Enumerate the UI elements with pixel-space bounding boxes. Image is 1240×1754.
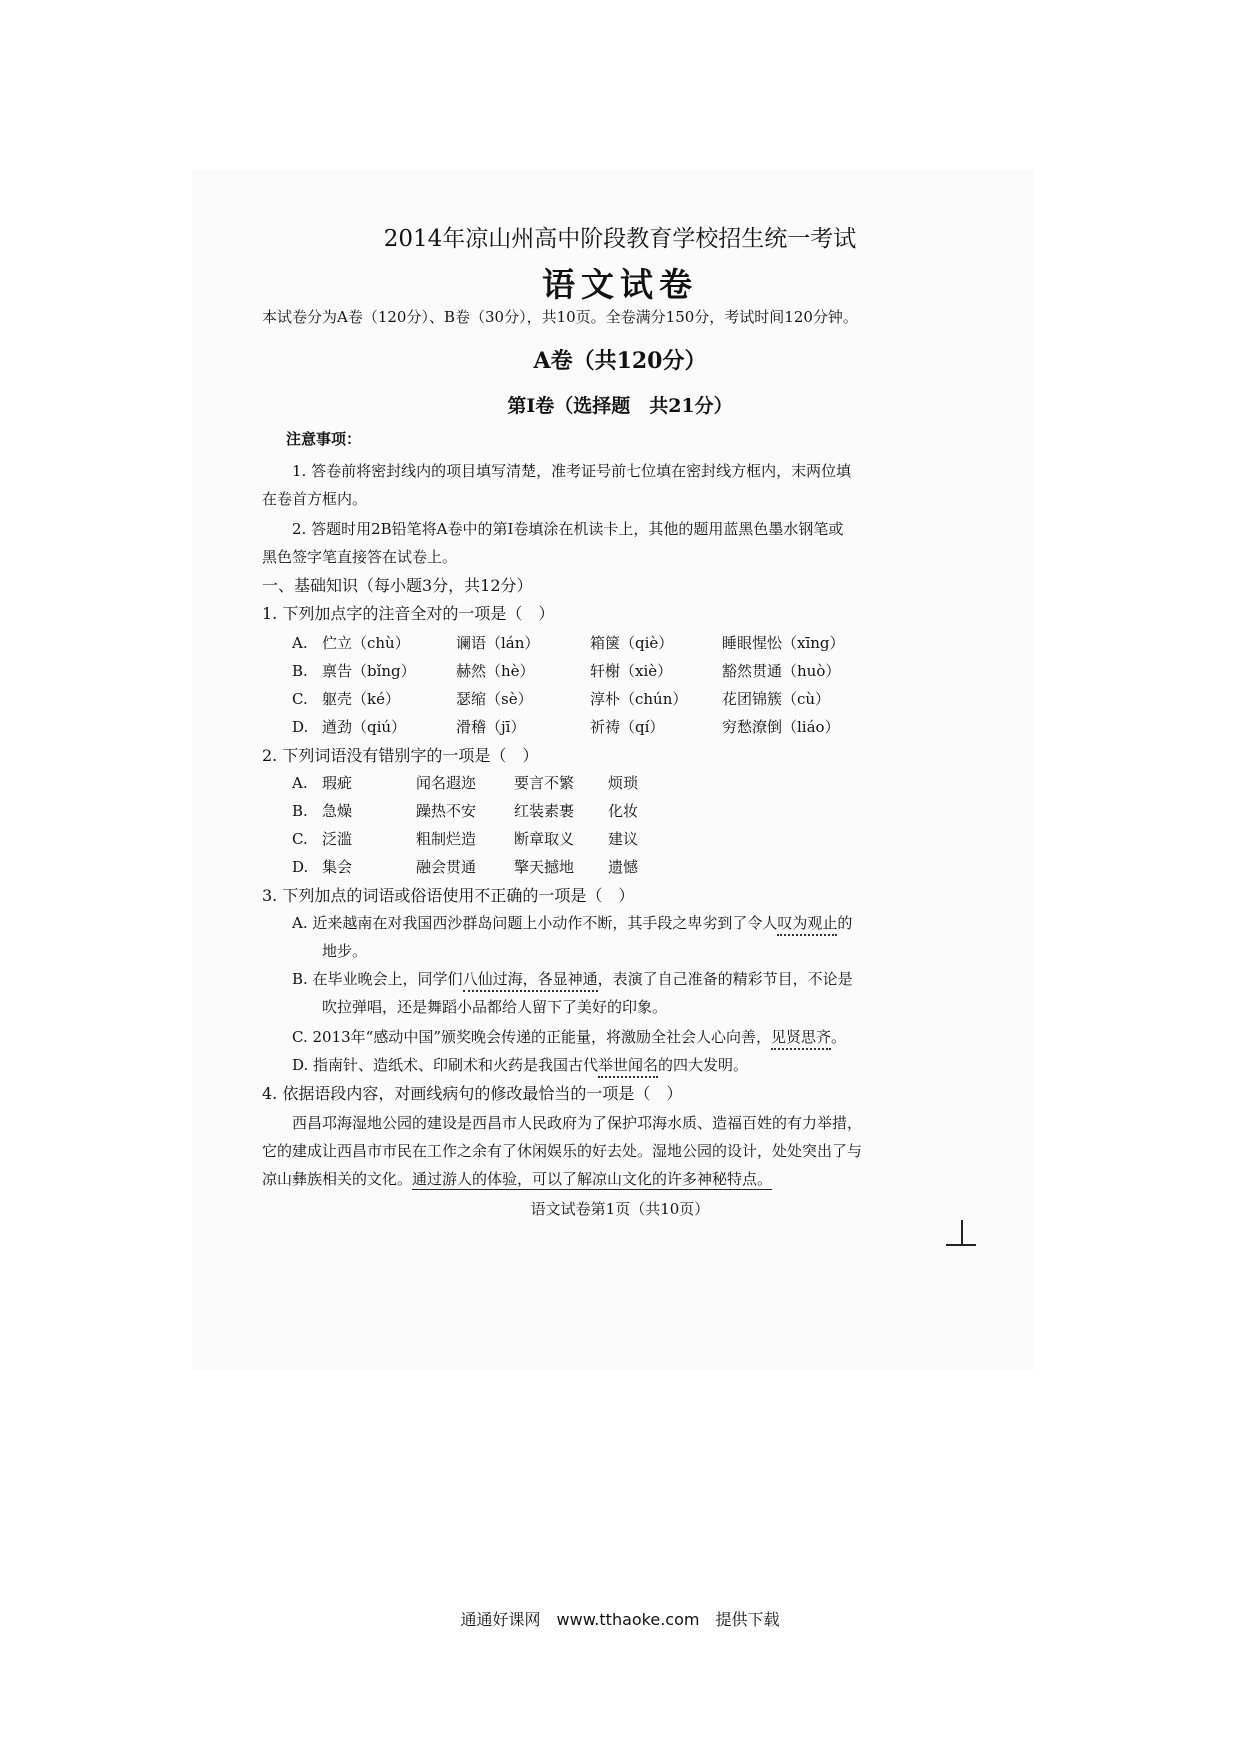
option-label: A. xyxy=(292,774,308,792)
question-3-option-b xyxy=(292,972,853,987)
question-2-stem: 2. 下列词语没有错别字的一项是（ ） xyxy=(262,746,539,765)
question-3-option-a-line-2: 地步。 xyxy=(322,942,368,960)
option-item: 躁热不安 xyxy=(416,802,477,820)
option-item: 轩榭（xiè） xyxy=(590,662,673,680)
option-item: 豁然贯通（huò） xyxy=(722,662,841,680)
crop-mark-vertical xyxy=(961,1220,963,1246)
option-text: A. 近来越南在对我国西沙群岛问题上小动作不断，其手段之卑劣到了令人 xyxy=(292,914,778,932)
download-credit: 通通好课网 www.tthaoke.com 提供下载 xyxy=(460,1610,780,1629)
option-item: 祈祷（qí） xyxy=(590,718,665,736)
question-1-stem: 1. 下列加点字的注音全对的一项是（ ） xyxy=(262,604,555,623)
notice-item-1-line-1: 1. 答卷前将密封线内的项目填写清楚，准考证号前七位填在密封线方框内，末两位填 xyxy=(292,462,852,480)
option-item: 建议 xyxy=(608,830,639,848)
option-text: 的 xyxy=(837,914,853,932)
question-3-stem: 3. 下列加点的词语或俗语使用不正确的一项是（ ） xyxy=(262,886,635,905)
option-item: 睡眼惺忪（xīng） xyxy=(722,634,845,652)
passage-line-2: 它的建成让西昌市市民在工作之余有了休闲娱乐的好去处。湿地公园的设计，处处突出了与 xyxy=(262,1142,863,1160)
option-item: 泛滥 xyxy=(322,830,353,848)
option-item: 瑟缩（sè） xyxy=(456,690,533,708)
option-text: 的四大发明。 xyxy=(658,1056,749,1074)
passage-text: 凉山彝族相关的文化。 xyxy=(262,1170,413,1188)
dotted-phrase: 举世闻名 xyxy=(598,1056,658,1078)
dotted-phrase: 叹为观止 xyxy=(777,914,837,936)
option-item: 急燥 xyxy=(322,802,353,820)
option-item: 红装素裹 xyxy=(514,802,575,820)
notice-item-2-line-1: 2. 答题时用2B铅笔将A卷中的第Ⅰ卷填涂在机读卡上，其他的题用蓝黑色墨水钢笔或 xyxy=(292,520,844,538)
option-label: D. xyxy=(292,718,309,736)
option-item: 瑕疵 xyxy=(322,774,353,792)
option-item: 化妆 xyxy=(608,802,639,820)
option-item: 遗憾 xyxy=(608,858,639,876)
option-item: 擎天撼地 xyxy=(514,858,575,876)
option-text: ，表演了自己准备的精彩节目，不论是 xyxy=(597,970,853,988)
option-item: 要言不繁 xyxy=(514,774,575,792)
section-1-heading: 一、基础知识（每小题3分，共12分） xyxy=(262,576,533,595)
option-item: 花团锦簇（cù） xyxy=(722,690,831,708)
crop-mark-horizontal xyxy=(946,1244,976,1246)
question-3-option-a xyxy=(292,916,852,931)
question-3-option-b-line-2: 吹拉弹唱，还是舞蹈小品都给人留下了美好的印象。 xyxy=(322,998,668,1016)
option-label: C. xyxy=(292,690,308,708)
option-item: 粗制烂造 xyxy=(416,830,477,848)
option-text: C. 2013年“感动中国”颁奖晚会传递的正能量，将激励全社会人心向善， xyxy=(292,1028,771,1046)
option-item: 断章取义 xyxy=(514,830,575,848)
exam-subtitle: 语文试卷 xyxy=(542,265,698,304)
option-item: 滑稽（jī） xyxy=(456,718,526,736)
question-3-option-d xyxy=(292,1058,748,1073)
option-item: 箱箧（qiè） xyxy=(590,634,674,652)
notice-item-1-line-2: 在卷首方框内。 xyxy=(262,490,368,508)
notice-heading: 注意事项： xyxy=(286,430,362,448)
option-item: 谰语（lán） xyxy=(456,634,540,652)
option-text: B. 在毕业晚会上，同学们 xyxy=(292,970,463,988)
option-text: D. 指南针、造纸术、印刷术和火药是我国古代 xyxy=(292,1056,599,1074)
option-item: 烦琐 xyxy=(608,774,639,792)
passage-line-3 xyxy=(262,1172,772,1187)
crop-mark xyxy=(946,1220,976,1246)
option-label: D. xyxy=(292,858,309,876)
option-item: 赫然（hè） xyxy=(456,662,535,680)
option-label: B. xyxy=(292,662,308,680)
dotted-phrase: 见贤思齐 xyxy=(771,1028,831,1050)
option-item: 禀告（bǐng） xyxy=(322,662,416,680)
part-heading: 第Ⅰ卷（选择题 共21分） xyxy=(507,395,733,417)
option-item: 躯壳（ké） xyxy=(322,690,400,708)
exam-title: 2014年凉山州高中阶段教育学校招生统一考试 xyxy=(383,226,857,252)
option-item: 闻名遐迩 xyxy=(416,774,477,792)
passage-line-1: 西昌邛海湿地公园的建设是西昌市人民政府为了保护邛海水质、造福百姓的有力举措， xyxy=(292,1114,863,1132)
option-item: 淳朴（chún） xyxy=(590,690,688,708)
option-label: C. xyxy=(292,830,308,848)
exam-intro: 本试卷分为A卷（120分）、B卷（30分），共10页。全卷满分150分，考试时间120分钟。 xyxy=(262,308,858,326)
page-number: 语文试卷第1页（共10页） xyxy=(530,1200,710,1218)
question-4-stem: 4. 依据语段内容，对画线病句的修改最恰当的一项是（ ） xyxy=(262,1084,683,1103)
question-3-option-c xyxy=(292,1030,846,1045)
option-item: 融会贯通 xyxy=(416,858,477,876)
option-item: 伫立（chù） xyxy=(322,634,410,652)
option-item: 穷愁潦倒（liáo） xyxy=(722,718,840,736)
notice-item-2-line-2: 黑色签字笔直接答在试卷上。 xyxy=(262,548,458,566)
option-label: B. xyxy=(292,802,308,820)
option-item: 遒劲（qiú） xyxy=(322,718,407,736)
option-text: 。 xyxy=(831,1028,847,1046)
option-item: 集会 xyxy=(322,858,353,876)
option-label: A. xyxy=(292,634,308,652)
dotted-phrase: 八仙过海，各显神通 xyxy=(463,970,598,992)
underlined-sentence: 通过游人的体验，可以了解凉山文化的许多神秘特点。 xyxy=(412,1170,773,1188)
volume-heading: A卷（共120分） xyxy=(533,348,707,374)
